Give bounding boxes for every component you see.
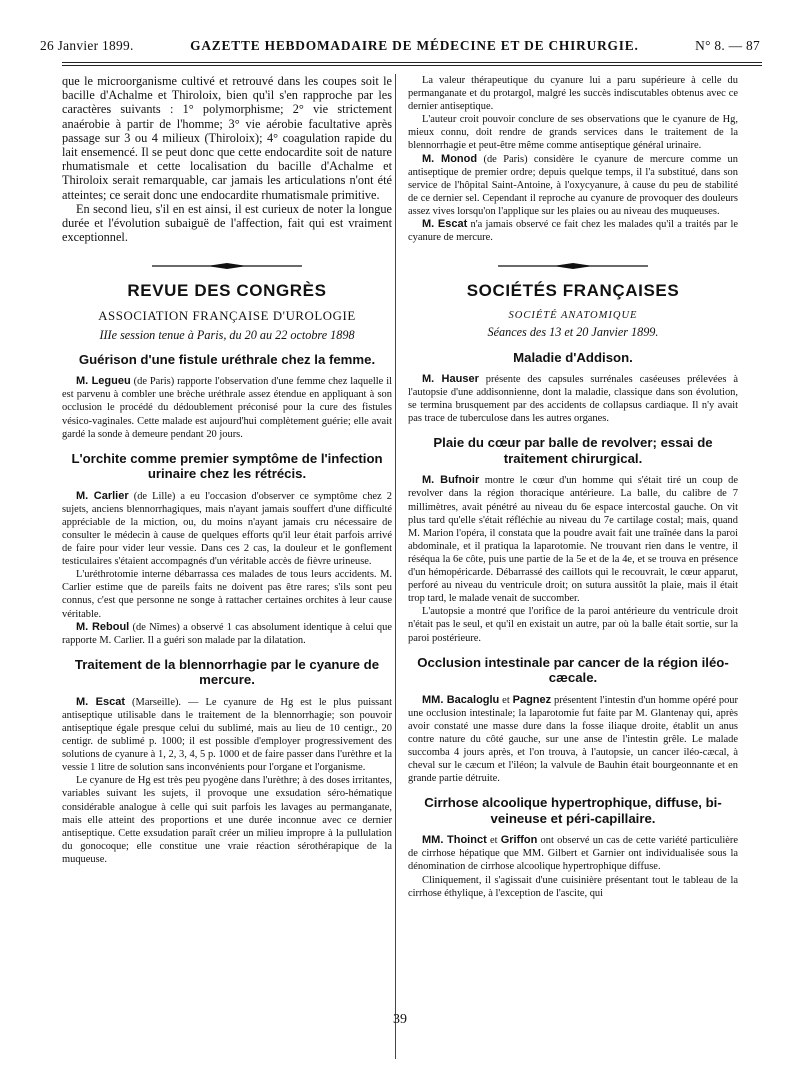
conjunction-text: et (499, 694, 513, 706)
session-dates: Séances des 13 et 20 Janvier 1899. (487, 325, 659, 340)
paragraph (408, 153, 738, 218)
society-title: SOCIÉTÉ ANATOMIQUE (508, 310, 638, 322)
paragraph-text: (de Lille) a eu l'occasion d'observer ce symptôme chez 2 sujets, anciens blennorrhagiques, mais n'ayant jamais souffert d'une difficulté appréciable de la miction, ou, du moins n'ayant jamais cru nécessaire de consulter le médecin à cause de quelques efforts qu'il leur était parfois arrivé de faire pour vider leur vessie. Dans ces 2 cas, la douleur et le gonflement testiculaires s'étaient accompagnés d'un véritable accès de fièvre urineuse. (62, 490, 392, 568)
right-column (408, 74, 738, 900)
ornament-rule-icon (152, 262, 302, 270)
ornament-rule-icon (498, 262, 648, 270)
paragraph (62, 696, 392, 775)
author-name: M. Escat (422, 218, 468, 231)
paragraph: que le microorganisme cultivé et retrouvé dans les coupes soit le bacille d'Achalme et Thiroloix, bien qu'il s'en rapproche par les caractères suivants : 1° polymorphisme; 2° vie strictement anaérobie à partir de l'homme; 3° vie aérobie facultative après passage sur 3 ou 4 milieux (Thiroloix); 4° coagulation rapide du lait ensemencé. Il se peut donc que cette endocardite soit de nature rhumatismale et cette localisation du bacille d'Achalme et Thiroloix serait remarquable, car jamais les articulations n'ont été atteintes; ce serait donc une endocardite rhumatismale primitive. (62, 74, 392, 202)
author-name: M. Hauser (422, 373, 479, 385)
author-name: Pagnez (512, 693, 552, 706)
paragraph: L'autopsie a montré que l'orifice de la paroi antérieure du ventricule droit n'était pas le seul, et qu'il en existait un autre, par où la balle était sortie, sur la paroi postérieure. (408, 606, 738, 644)
author-name: M. Legueu (76, 375, 131, 388)
author-name: M. Escat (76, 695, 126, 708)
paragraph: Cliniquement, il s'agissait d'une cuisinière présentant tout le tableau de la cirrhose éthylique, à l'exception de l'ascite, qui (408, 874, 738, 899)
header-date: 26 Janvier 1899. (40, 38, 134, 53)
author-name: MM. Thoinct (422, 834, 487, 847)
paragraph-text: n'a jamais observé ce fait chez les malades qu'il a traités par le cyanure de mercure. (408, 219, 738, 244)
ornament-divider (408, 262, 738, 270)
paragraph-text: (de Paris) considère le cyanure de mercure comme un antiseptique de premier ordre; depuis quelque temps, il l'a substitué, dans son service de l'hôpital Saint-Antoine, à l'oxycyanure, à cause du peu de stabilité de ce dernier sel. Cependant il reproche au cyanure de provoquer des douleurs assez vives lorsqu'on l'applique sur les plaies ou au niveau des muqueuses. (408, 153, 738, 217)
paragraph-text: (Marseille). — Le cyanure de Hg est le plus puissant antiseptique utilisable dans le traitement de la blennorrhagie; son pouvoir antiseptique égale presque celui du sublimé, mais au lieu de 10 centigr., 20 centigr. de sublimé p. 1000; il est possible d'employer progressivement des solutions de cyanure à 1, 2, 3, 4, 5 p. 1000 et de faire passer dans l'urèthre et la vessie 1 litre de solution sans inconvénients pour l'organe et l'organisme. (62, 696, 392, 774)
author-name: M. Reboul (76, 620, 130, 633)
paragraph (408, 373, 738, 425)
folio-number: 39 (393, 1012, 407, 1027)
article-title: Occlusion intestinale par cancer de la région iléo-cæcale. (417, 654, 729, 686)
header-rule (62, 62, 762, 63)
paragraph-text: présentent l'intestin d'un homme opéré pour une occlusion intestinale; la laparotomie fut faite par M. Glantenay qui, après avoir constaté une masse dure dans la fosse iliaque droite, établit un anus contre nature du côté gauche, sur une anse de l'intestin grêle. Le malade succomba 4 jours après, et l'on trouva, à l'autopsie, un cancer iléo-cæcal, à cheval sur le cæcum et l'iléon; la valvule de Bauhin était bourgeonnante et en grande partie détruite. (408, 694, 738, 785)
paragraph-text: présente des capsules surrénales caséeuses prélevées à l'autopsie d'une addisonnienne, dont la maladie, classique dans son évolution, se termina brusquement par des accidents de collapsus cardiaque. Il n'y avait pas trace de tuberculose dans les autres organes. (408, 374, 739, 425)
session-subtitle: IIIe session tenue à Paris, du 20 au 22 octobre 1898 (99, 327, 355, 342)
author-name: M. Carlier (76, 489, 129, 502)
conjunction-text: et (486, 835, 501, 847)
paragraph (62, 621, 392, 647)
paragraph (408, 474, 738, 605)
paragraph (408, 834, 738, 873)
header-page-number: N° 8. — 87 (695, 38, 760, 53)
paragraph (408, 218, 738, 244)
article-title: Guérison d'une fistule uréthrale chez la femme. (78, 351, 376, 367)
header-journal-title: GAZETTE HEBDOMADAIRE DE MÉDECINE ET DE CHIRURGIE. (190, 38, 639, 53)
ornament-divider (62, 262, 392, 270)
section-title: SOCIÉTÉS FRANÇAISES (466, 281, 680, 301)
paragraph: La valeur thérapeutique du cyanure lui a paru supérieure à celle du permanganate et du protargol, malgré les succès indiscutables obtenus avec ce dernier antiseptique. (408, 75, 738, 113)
paragraph: L'uréthrotomie interne débarrassa ces malades de tous leurs accidents. M. Carlier estime que de pareils faits ne doivent pas être rares; s'ils sont peu connus, c'est que personne ne songe à rattacher certaines orchites à leur cause véritable. (62, 569, 392, 620)
paragraph: Le cyanure de Hg est très peu pyogène dans l'urèthre; à des doses irritantes, variables suivant les sujets, il provoque une exsudation séro-hématique considérable analogue à celle qui suit parfois les lavages au permanganate, mais elle atteint des proportions et une durée inconnue avec ce dernier antiseptique. Cette exsudation paraît créer un milieu impropre à la pullulation du gonocoque; elle constitue une vraie réaction sérothérapique de la muqueuse. (62, 775, 392, 865)
section-title: REVUE DES CONGRÈS (127, 281, 327, 301)
author-name: M. Monod (422, 152, 478, 165)
article-title: L'orchite comme premier symptôme de l'infection urinaire chez les rétrécis. (71, 450, 383, 482)
paragraph-text: (de Paris) rapporte l'observation d'une femme chez laquelle il est parvenu à combler une brèche uréthrale assez étendue en appliquant à son occlusion le procédé du dédoublement préconisé pour la cure des fistules vésico-vaginales. Cette malade est aujourd'hui complètement guérie; elle avait gardé la sonde à demeure pendant 20 jours. (62, 376, 392, 440)
column-divider (395, 74, 396, 1059)
running-header (40, 38, 760, 60)
association-title: ASSOCIATION FRANÇAISE D'UROLOGIE (98, 308, 356, 323)
article-title: Traitement de la blennorrhagie par le cyanure de mercure. (74, 656, 380, 688)
paragraph-text: ont observé un cas de cette variété particulière de cirrhose hépatique que MM. Gilbert et Garnier ont individualisée sous la dénomination de cirrhose alcoolique hypertrophique diffuse. (408, 835, 738, 873)
article-title: Plaie du cœur par balle de revolver; essai de traitement chirurgical. (433, 435, 713, 466)
paragraph: L'auteur croit pouvoir conclure de ses observations que le cyanure de Hg, mieux connu, doit rendre de grands services dans le traitement de la blennorrhagie et peut-être même comme antiseptique général urinaire. (408, 114, 738, 152)
paragraph: En second lieu, s'il en est ainsi, il est curieux de noter la longue durée et l'évolution subaiguë de l'affection, fait qui est vraiment exceptionnel. (62, 201, 392, 245)
paragraph (62, 490, 392, 569)
paragraph (62, 375, 392, 440)
paragraph-text: montre le cœur d'un homme qui s'était tiré un coup de revolver dans la région thoracique antérieure. La balle, du calibre de 7 millimètres, avait pénétré au niveau du 6e espace intercostal gauche. On vit plus tard qu'elle s'était réfléchie au niveau du 7e cartilage costal; mais, quand M. Marion l'opéra, il constata que la poudre avait fait une traînée dans la paroi abdominale, et il pratiqua la laparotomie. Ne trouvant rien dans le ventre, il réséqua la 6e côte, puis une partie de la 5e et de la 4e, et se trouva en présence d'un hémopéricarde. Débarrassé des caillots qui le recouvrait, le cœur apparut, perforé au niveau du ventricule droit; on sutura aussitôt la plaie, mais il était trop tard, le malade venait de succomber. (408, 475, 738, 605)
article-title: Maladie d'Addison. (513, 349, 633, 365)
article-title: Cirrhose alcoolique hypertrophique, diffuse, bi-veineuse et péri-capillaire. (424, 795, 722, 826)
header-rule-second (62, 65, 762, 66)
author-name: MM. Bacaloglu (422, 693, 500, 706)
paragraph (408, 694, 738, 786)
author-name: M. Bufnoir (422, 474, 480, 487)
author-name: Griffon (500, 834, 538, 847)
left-column (62, 74, 392, 866)
paragraph-text: (de Nîmes) a observé 1 cas absolument identique à celui que rapporte M. Carlier. Il a guéri son malade par la dilatation. (62, 621, 392, 646)
